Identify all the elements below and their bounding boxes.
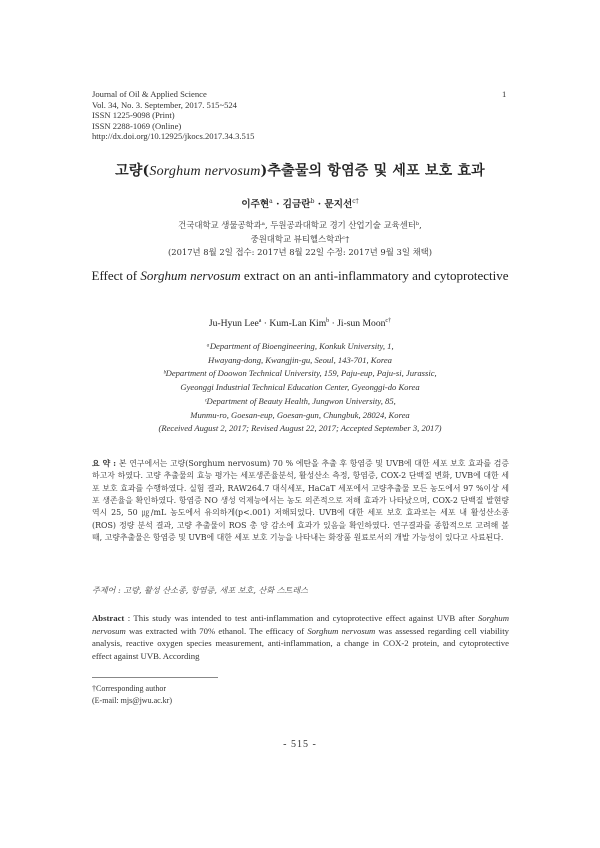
author-ko-2-mark: b — [310, 197, 315, 205]
issn-print: ISSN 1225-9098 (Print) — [92, 110, 175, 121]
corresponding-author-note: †Corresponding author — [92, 684, 166, 693]
footnote — [92, 683, 392, 706]
affiliation-en-line: Hwayang-dong, Kwangjin-gu, Seoul, 143-701, Korea — [208, 354, 392, 365]
author-separator: · — [329, 318, 338, 329]
author-separator: · — [314, 199, 325, 210]
page-corner-number: 1 — [502, 89, 507, 99]
journal-header — [92, 89, 512, 142]
title-ko-suffix: )추출물의 항염증 및 세포 보호 효과 — [260, 163, 485, 179]
title-ko-species: Sorghum nervosum — [149, 164, 261, 179]
title-korean — [60, 160, 540, 180]
title-en-suffix: extract on an anti-inflammatory and cytoprotective — [240, 268, 509, 283]
title-ko-prefix: 고량( — [115, 163, 150, 179]
author-separator: · — [272, 199, 283, 210]
abstract-english — [92, 612, 509, 662]
affiliation-en-line: ᵇDepartment of Doowon Technical University, 159, Paju-eup, Paju-si, Jurassic, — [163, 368, 437, 379]
author-ko-2: 김금란 — [282, 199, 311, 210]
abstract-korean — [92, 458, 509, 544]
author-separator: · — [261, 318, 270, 329]
affiliation-en-line: Gyeonggi Industrial Technical Education Center, Gyeonggi-do Korea — [180, 382, 420, 393]
abstract-en-species: Sorghum nervosum — [92, 613, 509, 636]
abstract-en-label: Abstract — [92, 613, 125, 623]
journal-name: Journal of Oil & Applied Science — [92, 89, 207, 99]
page-number: - 515 - — [283, 739, 317, 750]
author-ko-1: 이주현 — [241, 199, 270, 210]
footnote-divider — [92, 677, 218, 678]
affiliations-korean — [100, 219, 500, 260]
abstract-en-text: was assessed regarding cell viability analysis, reactive oxygen species measurement, anti-inflammation, a change in COX-2 protein, and cytoprotective effect against UVB. According — [92, 625, 509, 661]
journal-volume: Vol. 34, No. 3. September, 2017. 515~524 — [92, 99, 237, 110]
corresponding-email[interactable]: (E-mail: mjs@jwu.ac.kr) — [92, 695, 173, 705]
authors-english — [60, 318, 540, 329]
keywords-korean: 주제어 : 고량, 활성 산소종, 항염증, 세포 보호, 산화 스트레스 — [92, 585, 309, 595]
author-en-3-mark: c† — [385, 317, 392, 324]
affiliation-en-line: ᶜDepartment of Beauty Health, Jungwon University, 85, — [204, 395, 396, 406]
abstract-ko-label: 요 약 : — [92, 459, 117, 468]
author-en-2-mark: b — [326, 317, 330, 324]
title-english — [80, 266, 520, 286]
affiliation-en-line: Munmu-ro, Goesan-eup, Goesan-gun, Chungbuk, 28024, Korea — [190, 409, 410, 420]
title-en-prefix: Effect of — [91, 268, 141, 283]
abstract-en-text: was extracted with 70% ethanol. The efficacy of — [125, 625, 308, 636]
affiliations-english — [70, 340, 530, 436]
abstract-en-text: : This study was intended to test anti-inflammation and cytoprotective effect against UVB after — [124, 613, 478, 623]
received-dates-en: (Received August 2, 2017; Revised August 22, 2017; Accepted September 3, 2017) — [158, 423, 442, 434]
author-en-1: Ju-Hyun Lee — [208, 318, 259, 329]
title-en-species: Sorghum nervosum — [140, 268, 241, 283]
affiliation-ko-line: 중원대학교 뷰티헬스학과ᶜ† — [250, 233, 350, 244]
author-en-2: Kum-Lan Kim — [269, 318, 327, 329]
authors-korean — [60, 196, 540, 210]
affiliation-ko-line: 건국대학교 생물공학과ᵃ, 두원공과대학교 경기 산업기술 교육센터ᵇ, — [178, 220, 422, 230]
author-en-1-mark: a — [258, 317, 262, 324]
author-ko-3: 문지선 — [324, 199, 353, 210]
doi-link[interactable]: http://dx.doi.org/10.12925/jkocs.2017.34.3.515 — [92, 131, 255, 142]
abstract-ko-text: 본 연구에서는 고량(Sorghum nervosum) 70 % 에탄올 추출 후 항염증 및 UVB에 대한 세포 보호 효과를 검증하고자 하였다. 고량 추출물의 효능 평가는 세포생존율분석, 활성산소 측정, 항염증, COX-2 단백질 변화, UVB에 대한 세포 보호 효과를 수행하였다. 실험 결과, RAW264.7 대식세포, HaCaT 세포에서 고량추출물 모든 농도에서 97 %이상 세포 생존율을 확인하였다. 항염증 NO 생성 억제능에서는 농도 의존적으로 저해 효과가 나타났으며, COX-2 단백질 발현량 역시 25, 50 ㎍/mL 농도에서 유의하게(p<.001) 저해되었다. UVB에 대한 세포 보호 효과로는 세포 내 활성산소종(ROS) 정량 분석 결과, 고량 추출물이 ROS 총 양 감소에 효과가 있음을 확인하였다. 연구결과를 종합적으로 고려해 볼 때, 고량추출물은 항염증 및 UVB에 대한 세포 보호 기능을 나타내는 화장품 원료로서의 개발 가능성이 있다고 사료된다. — [92, 459, 509, 543]
author-ko-1-mark: a — [269, 197, 273, 205]
author-en-3: Ji-sun Moon — [337, 318, 386, 329]
author-ko-3-mark: c† — [352, 197, 359, 205]
received-dates-ko: (2017년 8월 2일 접수: 2017년 8월 22일 수정: 2017년 9월 3일 채택) — [167, 247, 433, 257]
affiliation-en-line: ᵃDepartment of Bioengineering, Konkuk University, 1, — [206, 341, 394, 351]
issn-online: ISSN 2288-1069 (Online) — [92, 120, 182, 131]
abstract-en-species: Sorghum nervosum — [307, 625, 376, 636]
